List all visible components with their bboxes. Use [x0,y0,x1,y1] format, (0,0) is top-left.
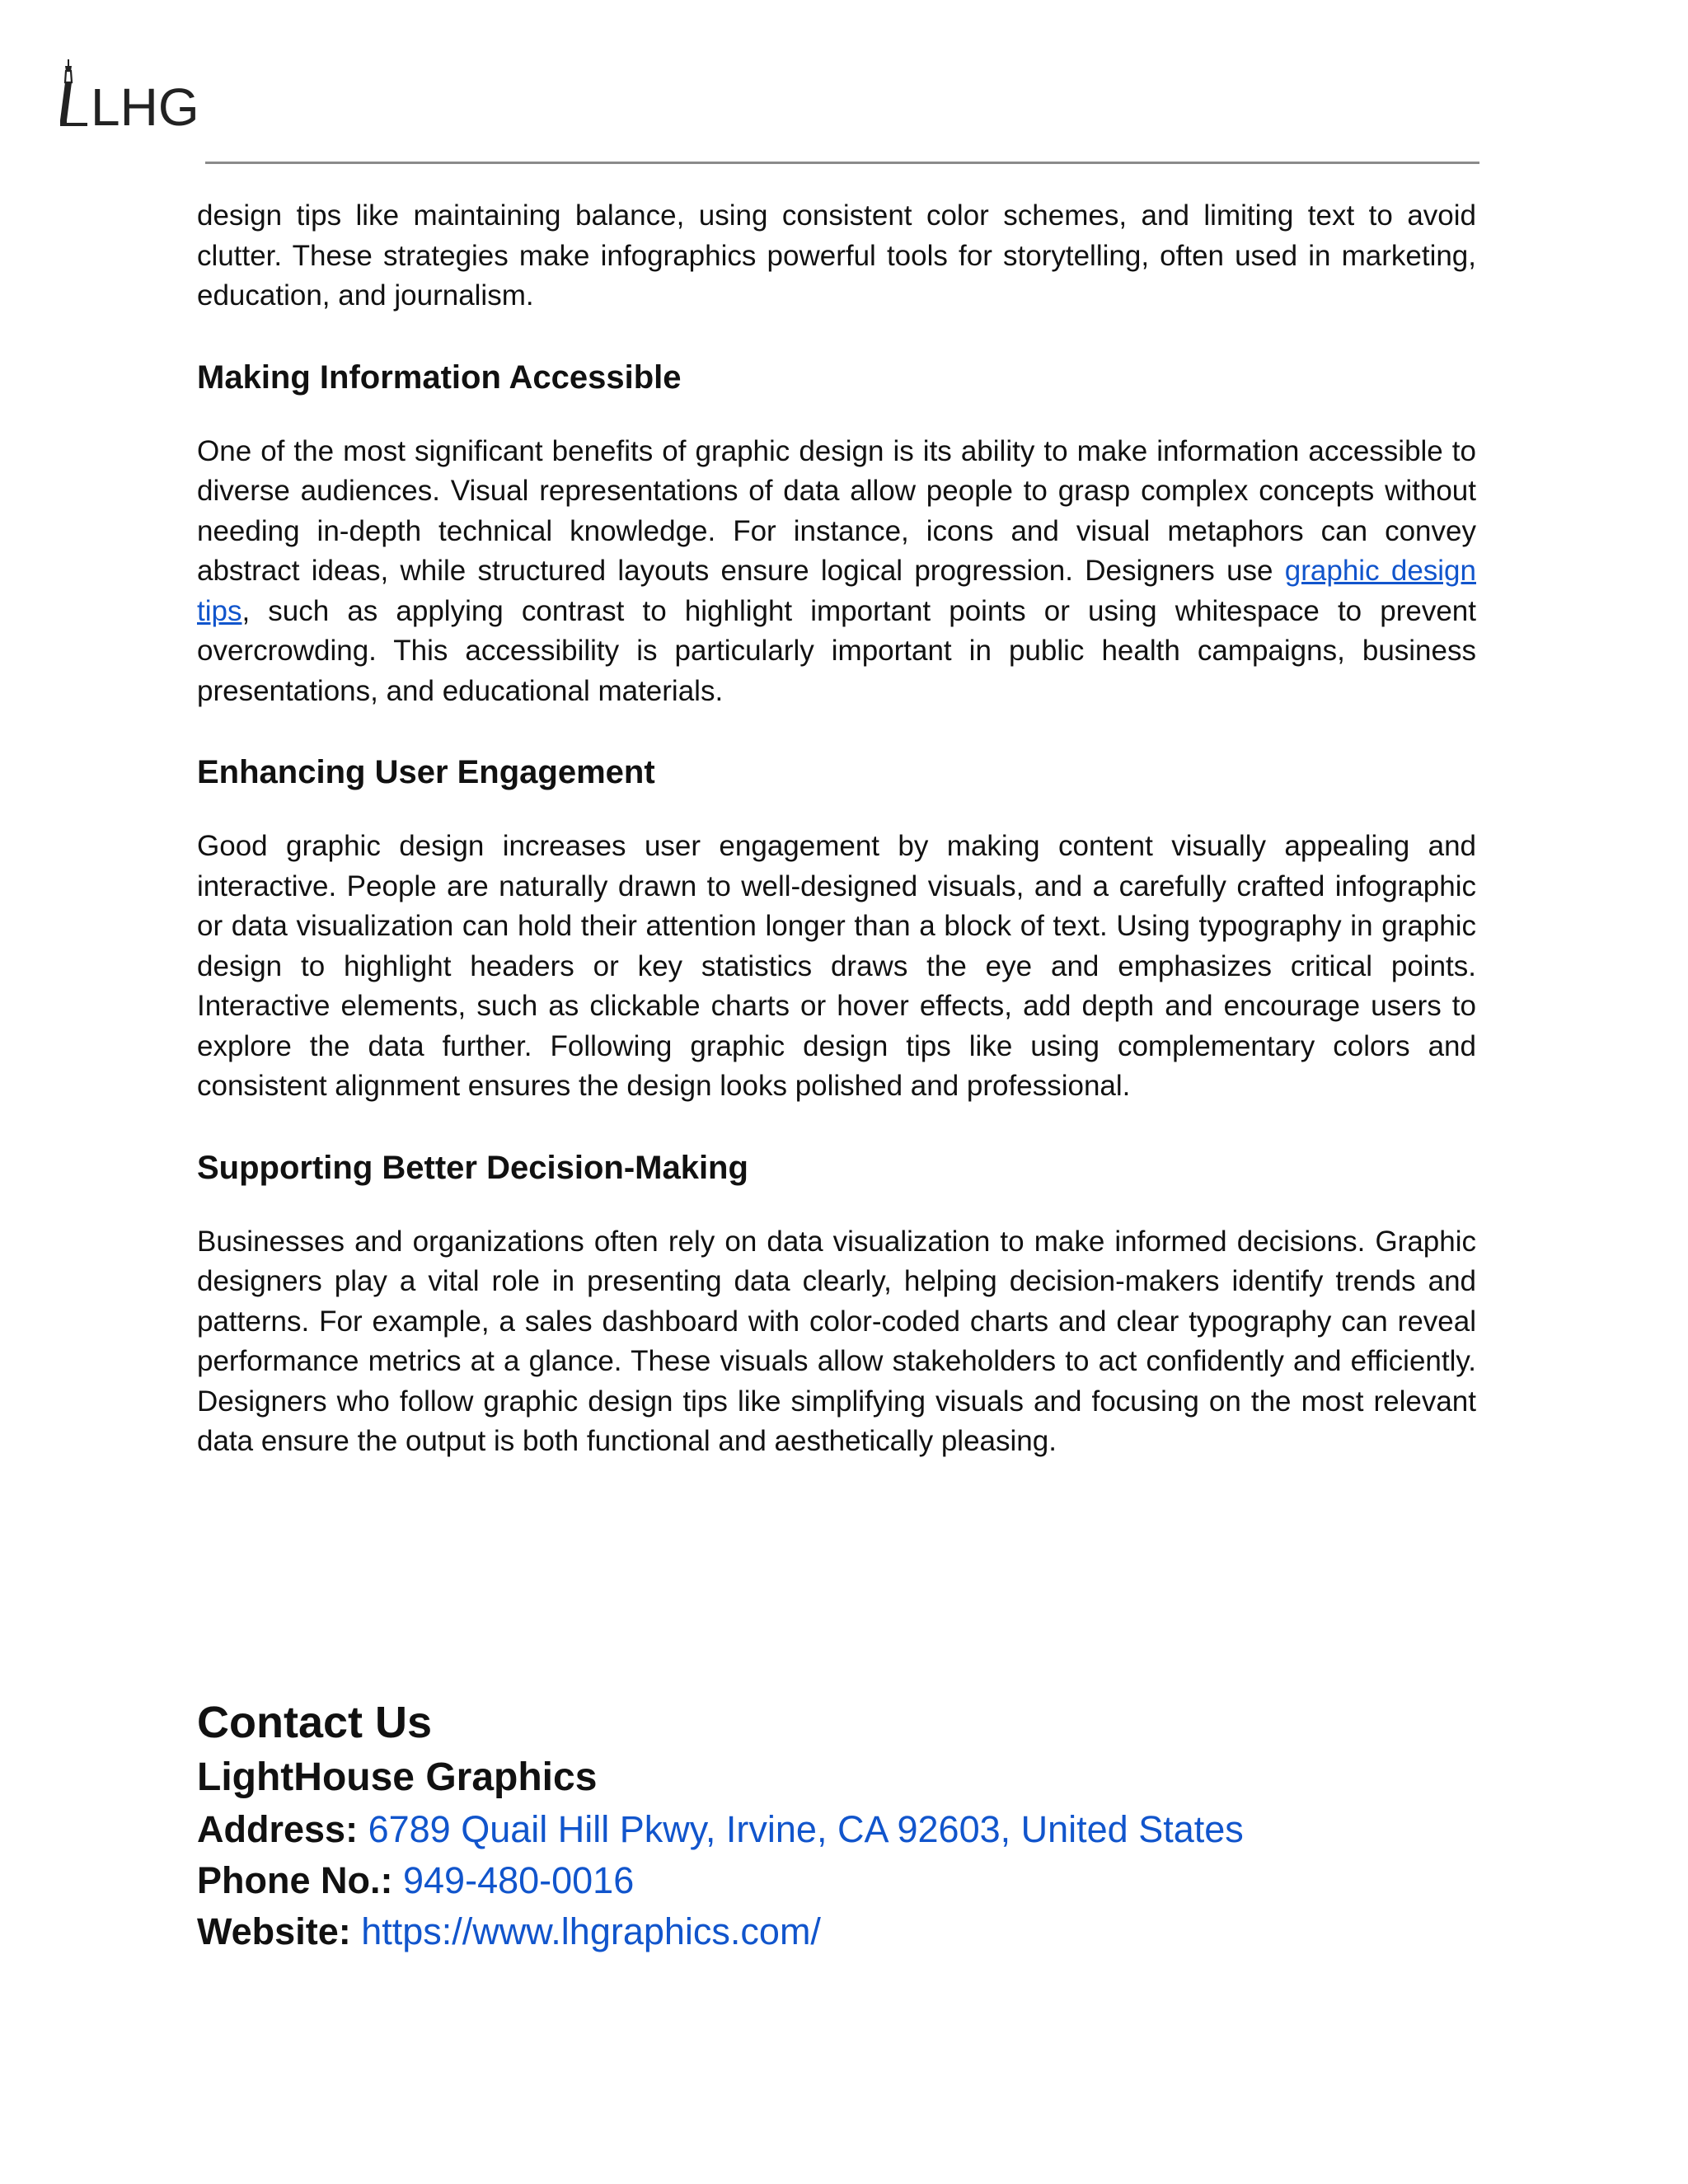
contact-title: Contact Us [197,1698,433,1747]
paragraph-text-after-link: , such as applying contrast to highlight important points or using whitespace to prevent overcrowding. This accessibility is particularly important in public health campaigns, business presentations, and educational materials. [197,594,1476,707]
phone-label: Phone No.: [197,1859,393,1901]
heading-making-information-accessible: Making Information Accessible [197,359,682,396]
graphic-design-tips-link[interactable]: graphic design tips [197,555,1476,627]
website-row [197,1906,1516,1957]
address-label: Address: [197,1808,359,1850]
paragraph-making-information-accessible [197,432,1476,712]
website-label: Website: [197,1910,351,1952]
company-name: LightHouse Graphics [197,1755,598,1799]
paragraph-enhancing-user-engagement: Good graphic design increases user engagement by making content visually appealing and interactive. People are naturally drawn to well-designed visuals, and a carefully crafted infographic or data visualization can hold their attention longer than a block of text. Using typography in graphic design to highlight headers or key statistics draws the eye and emphasizes critical points. Interactive elements, such as clickable charts or hover effects, add depth and encourage users to explore the data further. Following graphic design tips like using complementary colors and consistent alignment ensures the design looks polished and professional. [197,830,1476,1102]
website-link[interactable]: https://www.lhgraphics.com/ [361,1910,821,1952]
address-row [197,1804,1516,1855]
logo-text: LHG [91,77,199,137]
phone-link[interactable]: 949-480-0016 [403,1859,635,1901]
heading-enhancing-user-engagement: Enhancing User Engagement [197,754,655,790]
phone-row [197,1855,1516,1906]
intro-paragraph: design tips like maintaining balance, using consistent color schemes, and limiting text to avoid clutter. These strategies make infographics powerful tools for storytelling, often used in marketing, education, and journalism. [197,199,1476,312]
contact-section [197,1694,1516,1957]
article-body [197,196,1476,1462]
address-link[interactable]: 6789 Quail Hill Pkwy, Irvine, CA 92603, United States [368,1808,1244,1850]
header-divider [205,162,1479,164]
paragraph-text-before-link: One of the most significant benefits of graphic design is its ability to make information accessible to diverse audiences. Visual representations of data allow people to grasp complex concepts without needing in-depth technical knowledge. For instance, icons and visual metaphors can convey abstract ideas, while structured layouts ensure logical progression. Designers use [197,434,1476,587]
heading-supporting-better-decision-making: Supporting Better Decision-Making [197,1149,748,1186]
lhg-logo [58,58,199,137]
lighthouse-icon [58,58,199,137]
paragraph-supporting-better-decision-making: Businesses and organizations often rely on data visualization to make informed decisions. Graphic designers play a vital role in presenting data clearly, helping decision-makers identify trends and patterns. For example, a sales dashboard with color-coded charts and clear typography can reveal performance metrics at a glance. These visuals allow stakeholders to act confidently and efficiently. Designers who follow graphic design tips like simplifying visuals and focusing on the most relevant data ensure the output is both functional and aesthetically pleasing. [197,1225,1476,1457]
